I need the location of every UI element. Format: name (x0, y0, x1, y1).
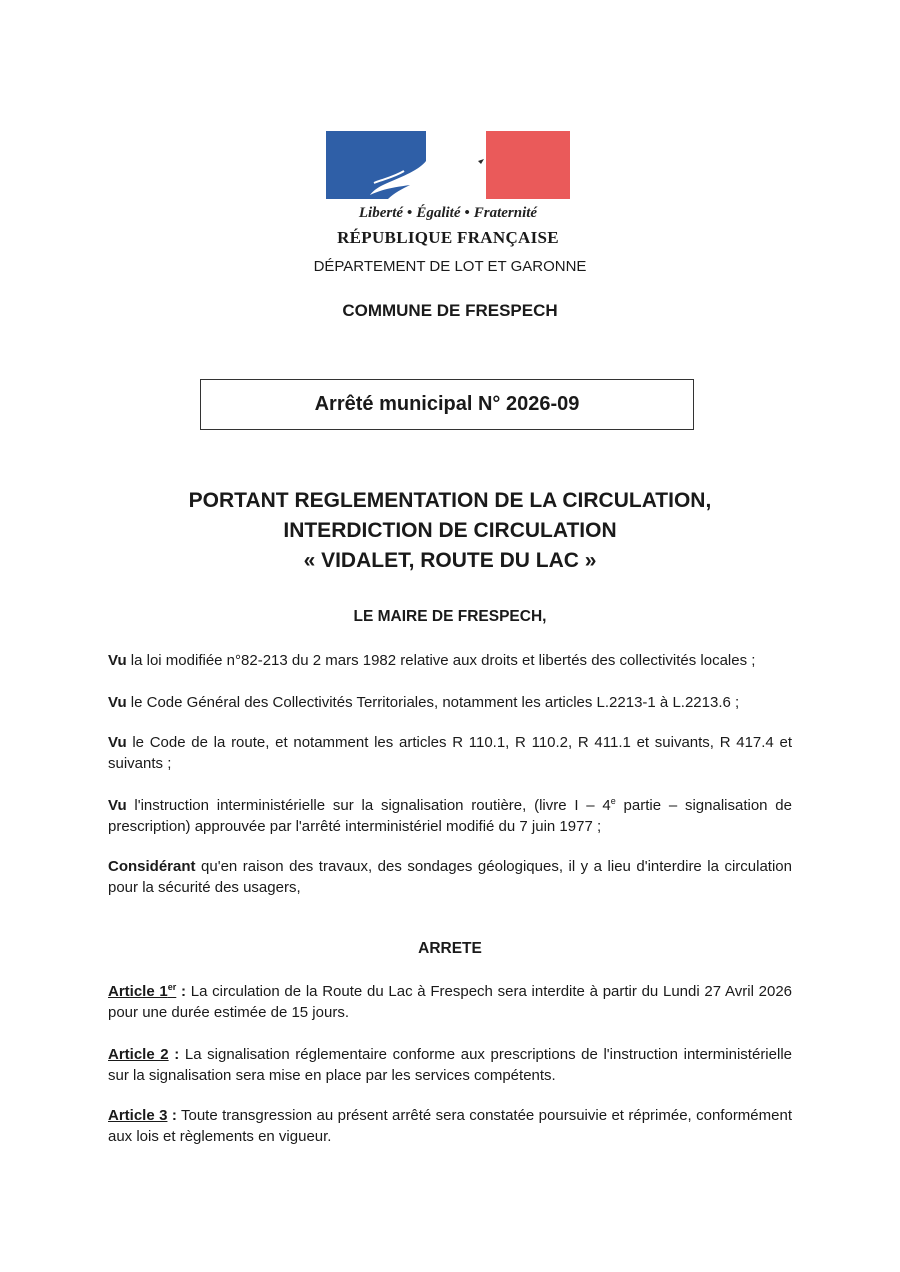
motto-fraternite: Fraternité (473, 205, 538, 221)
commune-name: COMMUNE DE FRESPECH (342, 301, 558, 320)
vu-lead: Vu (108, 694, 127, 711)
article-text: Toute transgression au présent arrêté sera constatée poursuivie et réprimée, conformément aux lois et règlements en vigueur. (108, 1107, 792, 1145)
republique-francaise: RÉPUBLIQUE FRANÇAISE (337, 228, 559, 247)
marianne-profile (426, 131, 486, 199)
article-text: La circulation de la Route du Lac à Frespech sera interdite à partir du Lundi 27 Avril 2026 pour une durée estimée de 15 jours. (108, 983, 793, 1021)
arrete-number-box (200, 379, 694, 430)
vu-lead: Vu (108, 797, 127, 814)
arrete-heading: ARRETE (418, 940, 482, 957)
article-colon: : (176, 983, 187, 1000)
considerant-text: le Code Général des Collectivités Territoriales, notamment les articles L.2213-1 à L.2213.6 ; (126, 694, 740, 711)
motto-egalite: Égalité (416, 205, 461, 221)
vu-lead: Vu (108, 652, 127, 669)
maire-heading: LE MAIRE DE FRESPECH, (353, 608, 547, 625)
title-line-3: « VIDALET, ROUTE DU LAC » (303, 549, 597, 572)
republic-motto (300, 205, 596, 222)
article-paragraph (108, 1044, 792, 1086)
logo-red-band (486, 131, 570, 199)
article-paragraph (108, 1105, 792, 1147)
document-title (100, 486, 800, 576)
vu-lead: Vu (108, 734, 127, 751)
motto-separator-dot: • (464, 205, 470, 221)
considerant-text: la loi modifiée n°82-213 du 2 mars 1982 relative aux droits et libertés des collectivités locales ; (126, 652, 756, 669)
considerant-text: l'instruction interministérielle sur la signalisation routière, (livre I – 4 (126, 797, 611, 814)
article-colon: : (168, 1046, 180, 1063)
considerant-paragraph (108, 795, 792, 837)
considerant-paragraph (108, 856, 792, 898)
article-label-text: Article 1 (108, 983, 168, 1000)
superscript: er (167, 982, 177, 992)
motto-liberte: Liberté (358, 205, 404, 221)
superscript: e (610, 796, 616, 806)
title-line-2: INTERDICTION DE CIRCULATION (283, 519, 617, 542)
motto-separator-dot: • (407, 205, 413, 221)
article-label (108, 983, 176, 1000)
considerant-paragraph (108, 732, 792, 774)
marianne-logo (326, 131, 570, 199)
title-line-1: PORTANT REGLEMENTATION DE LA CIRCULATION, (188, 489, 712, 512)
article-paragraph (108, 981, 792, 1023)
article-label: Article 3 (108, 1107, 168, 1124)
arrete-number: Arrêté municipal N° 2026-09 (314, 393, 580, 415)
considerant-text: partie – signalisation de prescription) approuvée par l'arrêté interministériel modifié du 7 juin 1977 ; (108, 797, 792, 835)
article-label: Article 2 (108, 1046, 169, 1063)
considerant-text: le Code de la route, et notamment les articles R 110.1, R 110.2, R 411.1 et suivants, R 417.4 et suivants ; (108, 734, 792, 772)
departement-name: DÉPARTEMENT DE LOT ET GARONNE (313, 258, 587, 275)
considerant-paragraph (108, 692, 792, 713)
considerant-lead: Considérant (108, 858, 196, 875)
considerant-paragraph (108, 650, 792, 671)
article-text: La signalisation réglementaire conforme aux prescriptions de l'instruction interministérielle sur la signalisation sera mise en place par les services compétents. (108, 1046, 792, 1084)
considerant-text: qu'en raison des travaux, des sondages géologiques, il y a lieu d'interdire la circulation pour la sécurité des usagers, (108, 858, 792, 896)
article-colon: : (167, 1107, 177, 1124)
